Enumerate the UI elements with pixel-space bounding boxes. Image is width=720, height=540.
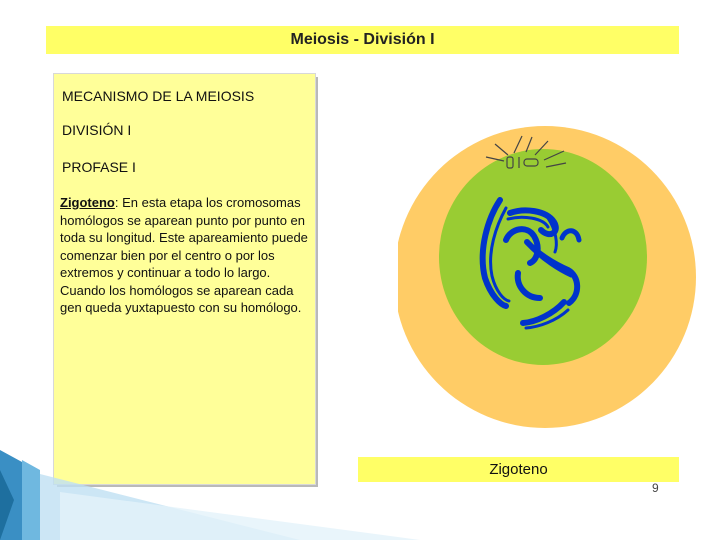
description-paragraph	[60, 194, 310, 317]
corner-decoration	[0, 440, 720, 540]
description-text: : En esta etapa los cromosomas homólogos se aparean punto por punto en toda su longitud. Este apareamiento puede comenzar bien por el centro o por los extremos y continuar a todo lo largo. Cuando los homólogos se aparean cada gen queda yuxtapuesto con su homólogo.	[60, 195, 308, 315]
text-panel	[53, 73, 316, 485]
page-number: 9	[652, 481, 659, 495]
heading-prophase: PROFASE I	[62, 159, 136, 175]
cell-illustration	[398, 100, 718, 455]
heading-mechanism: MECANISMO DE LA MEIOSIS	[62, 88, 255, 104]
title-bar	[46, 26, 679, 54]
term-zigoteno: Zigoteno	[60, 195, 115, 210]
caption-label: Zigoteno	[489, 461, 548, 478]
slide-title: Meiosis - División I	[290, 31, 435, 48]
heading-division: DIVISIÓN I	[62, 122, 132, 138]
